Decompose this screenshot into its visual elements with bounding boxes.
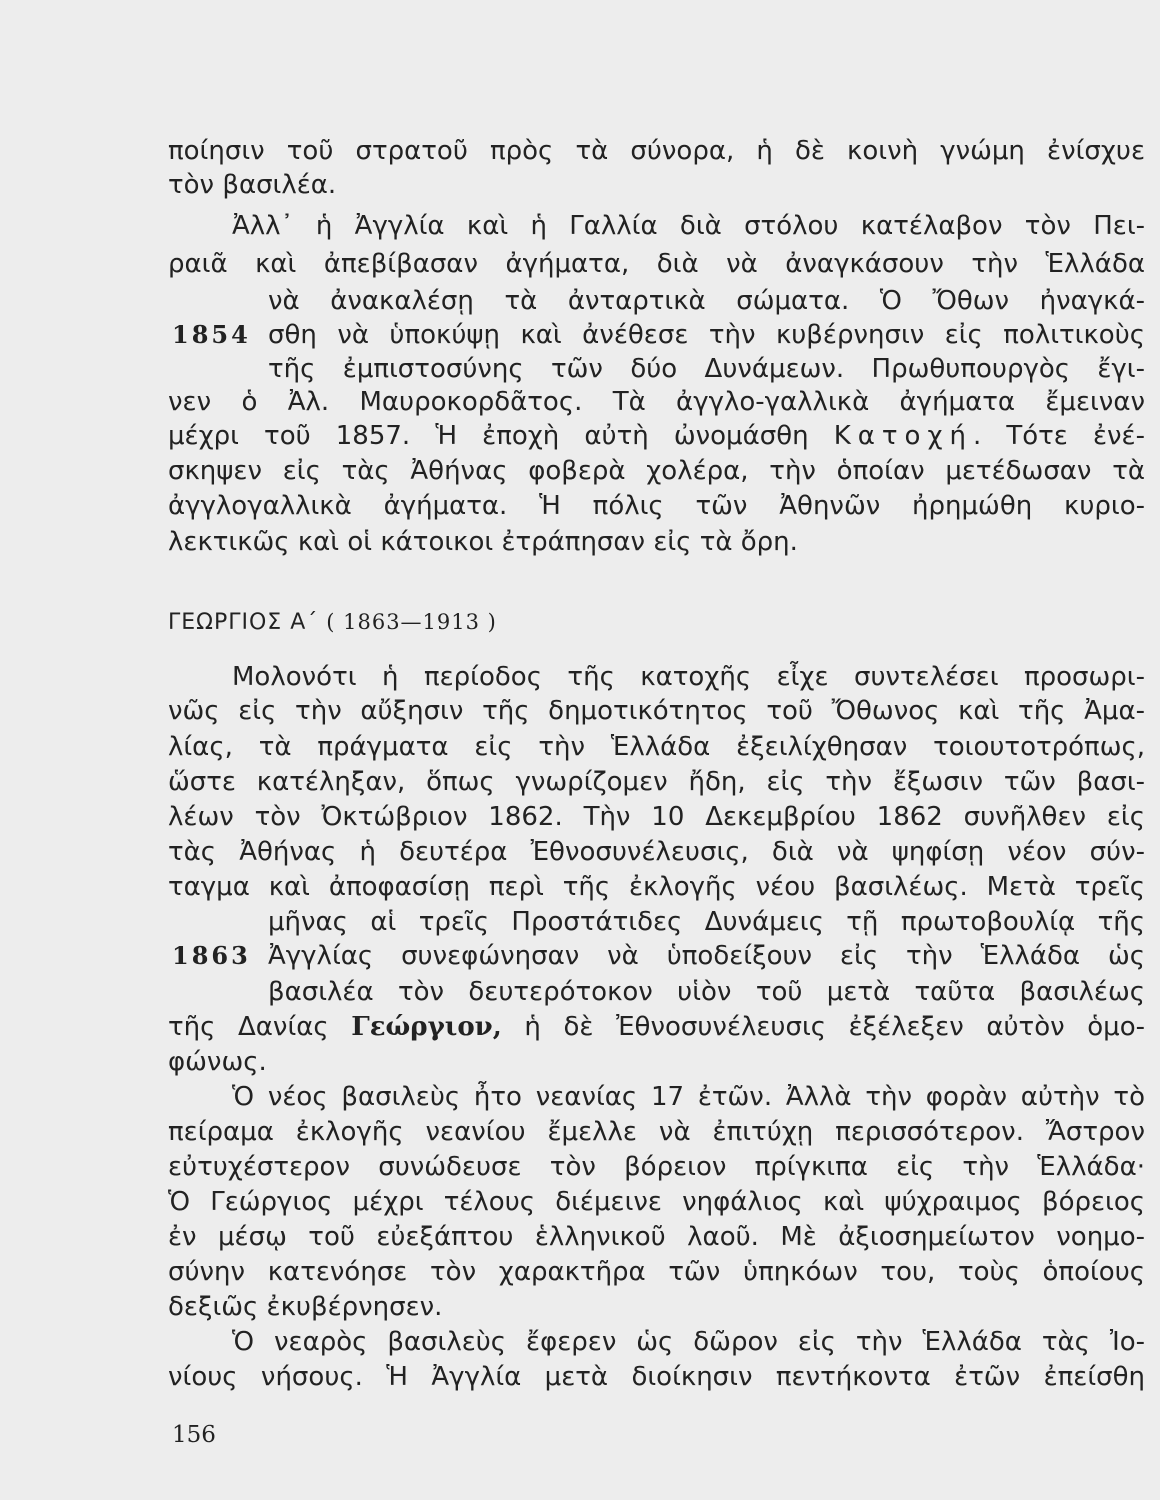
- text-line: [168, 1010, 1145, 1044]
- text-line: σθη νὰ ὑποκύψῃ καὶ ἀνέθεσε τὴν κυβέρνησιν εἰς πολιτικοὺς: [268, 320, 1145, 350]
- heading-years: ( 1863—1913 ): [326, 610, 497, 634]
- text-line: νῶς εἰς τὴν αὔξησιν τῆς δημοτικότητος τοῦ Ὄθωνος καὶ τῆς Ἀμα-: [168, 696, 1145, 726]
- text-line: Ὁ νεαρὸς βασιλεὺς ἔφερεν ὡς δῶρον εἰς τὴν Ἑλλάδα τὰς Ἰο-: [232, 1327, 1145, 1357]
- text-line: πείραμα ἐκλογῆς νεανίου ἔμελλε νὰ ἐπιτύχῃ περισσότερον. Ἄστρον: [168, 1117, 1145, 1147]
- text-line: ταγμα καὶ ἀποφασίσῃ περὶ τῆς ἐκλογῆς νέου βασιλέως. Μετὰ τρεῖς: [168, 872, 1145, 902]
- text-line: νεν ὁ Ἀλ. Μαυροκορδᾶτος. Τὰ ἀγγλο-γαλλικὰ ἀγήματα ἔμειναν: [168, 387, 1145, 417]
- text-line: Ἀλλ᾽ ἡ Ἀγγλία καὶ ἡ Γαλλία διὰ στόλου κατέλαβον τὸν Πει-: [232, 211, 1145, 241]
- text-segment: μέχρι τοῦ 1857. Ἡ ἐποχὴ αὐτὴ ὠνομάσθη: [168, 421, 834, 451]
- bold-name-georgios: Γεώργιον,: [351, 1012, 502, 1042]
- text-line: [168, 419, 1145, 453]
- margin-year-1863: 1863: [172, 941, 251, 970]
- text-segment: ἡ δὲ Ἐθνοσυνέλευσις ἐξέλεξεν αὐτὸν ὁμο-: [501, 1012, 1145, 1042]
- text-line: λεκτικῶς καὶ οἱ κάτοικοι ἐτράπησαν εἰς τὰ ὄρη.: [168, 527, 798, 557]
- text-line: τῆς ἐμπιστοσύνης τῶν δύο Δυνάμεων. Πρωθυπουργὸς ἔγι-: [268, 354, 1145, 384]
- text-line: νίους νήσους. Ἡ Ἀγγλία μετὰ διοίκησιν πεντήκοντα ἐτῶν ἐπείσθη: [168, 1362, 1145, 1392]
- text-line: μῆνας αἱ τρεῖς Προστάτιδες Δυνάμεις τῇ πρωτοβουλίᾳ τῆς: [268, 907, 1145, 937]
- page-number: 156: [172, 1422, 216, 1448]
- text-line: τὸν βασιλέα.: [168, 170, 337, 200]
- text-line: ραιᾶ καὶ ἀπεβίβασαν ἀγήματα, διὰ νὰ ἀναγκάσουν τὴν Ἑλλάδα: [168, 249, 1145, 279]
- text-line: ἐν μέσῳ τοῦ εὐεξάπτου ἑλληνικοῦ λαοῦ. Μὲ ἀξιοσημείωτον νοημο-: [168, 1222, 1145, 1252]
- text-line: Ὁ νέος βασιλεὺς ἦτο νεανίας 17 ἐτῶν. Ἀλλὰ τὴν φορὰν αὐτὴν τὸ: [232, 1082, 1145, 1112]
- text-line: ἀγγλογαλλικὰ ἀγήματα. Ἡ πόλις τῶν Ἀθηνῶν ἠρημώθη κυριο-: [168, 491, 1145, 521]
- text-line: σύνην κατενόησε τὸν χαρακτῆρα τῶν ὑπηκόων του, τοὺς ὁποίους: [168, 1257, 1145, 1287]
- emphasized-term-katochi: Κατοχή: [833, 421, 973, 451]
- text-line: λέων τὸν Ὀκτώβριον 1862. Τὴν 10 Δεκεμβρίου 1862 συνῆλθεν εἰς: [168, 802, 1145, 832]
- text-line: νὰ ἀνακαλέσῃ τὰ ἀνταρτικὰ σώματα. Ὁ Ὄθων ἠναγκά-: [268, 286, 1145, 316]
- text-line: ποίησιν τοῦ στρατοῦ πρὸς τὰ σύνορα, ἡ δὲ κοινὴ γνώμη ἐνίσχυε: [168, 136, 1145, 166]
- text-line: Μολονότι ἡ περίοδος τῆς κατοχῆς εἶχε συντελέσει προσωρι-: [232, 662, 1145, 692]
- text-line: Ὁ Γεώργιος μέχρι τέλους διέμεινε νηφάλιος καὶ ψύχραιμος βόρειος: [168, 1187, 1145, 1217]
- text-line: λίας, τὰ πράγματα εἰς τὴν Ἑλλάδα ἐξειλίχθησαν τοιουτοτρόπως,: [168, 732, 1145, 762]
- heading-title: ΓΕΩΡΓΙΟΣ Α΄: [168, 610, 319, 635]
- text-line: σκηψεν εἰς τὰς Ἀθήνας φοβερὰ χολέρα, τὴν ὁποίαν μετέδωσαν τὰ: [168, 456, 1145, 486]
- text-line: δεξιῶς ἐκυβέρνησεν.: [168, 1292, 443, 1322]
- text-line: φώνως.: [168, 1047, 267, 1077]
- text-segment: . Τότε ἐνέ-: [972, 421, 1145, 451]
- text-segment: τῆς Δανίας: [168, 1012, 352, 1042]
- text-line: Ἀγγλίας συνεφώνησαν νὰ ὑποδείξουν εἰς τὴν Ἑλλάδα ὡς: [268, 941, 1145, 971]
- text-line: εὐτυχέστερον συνώδευσε τὸν βόρειον πρίγκιπα εἰς τὴν Ἑλλάδα·: [168, 1152, 1145, 1182]
- margin-year-1854: 1854: [172, 320, 251, 349]
- text-line: τὰς Ἀθήνας ἡ δευτέρα Ἐθνοσυνέλευσις, διὰ νὰ ψηφίσῃ νέον σύν-: [168, 837, 1145, 867]
- section-heading: [168, 605, 497, 640]
- text-line: βασιλέα τὸν δευτερότοκον υἱὸν τοῦ μετὰ ταῦτα βασιλέως: [268, 977, 1145, 1007]
- text-line: ὥστε κατέληξαν, ὅπως γνωρίζομεν ἤδη, εἰς τὴν ἔξωσιν τῶν βασι-: [168, 767, 1145, 797]
